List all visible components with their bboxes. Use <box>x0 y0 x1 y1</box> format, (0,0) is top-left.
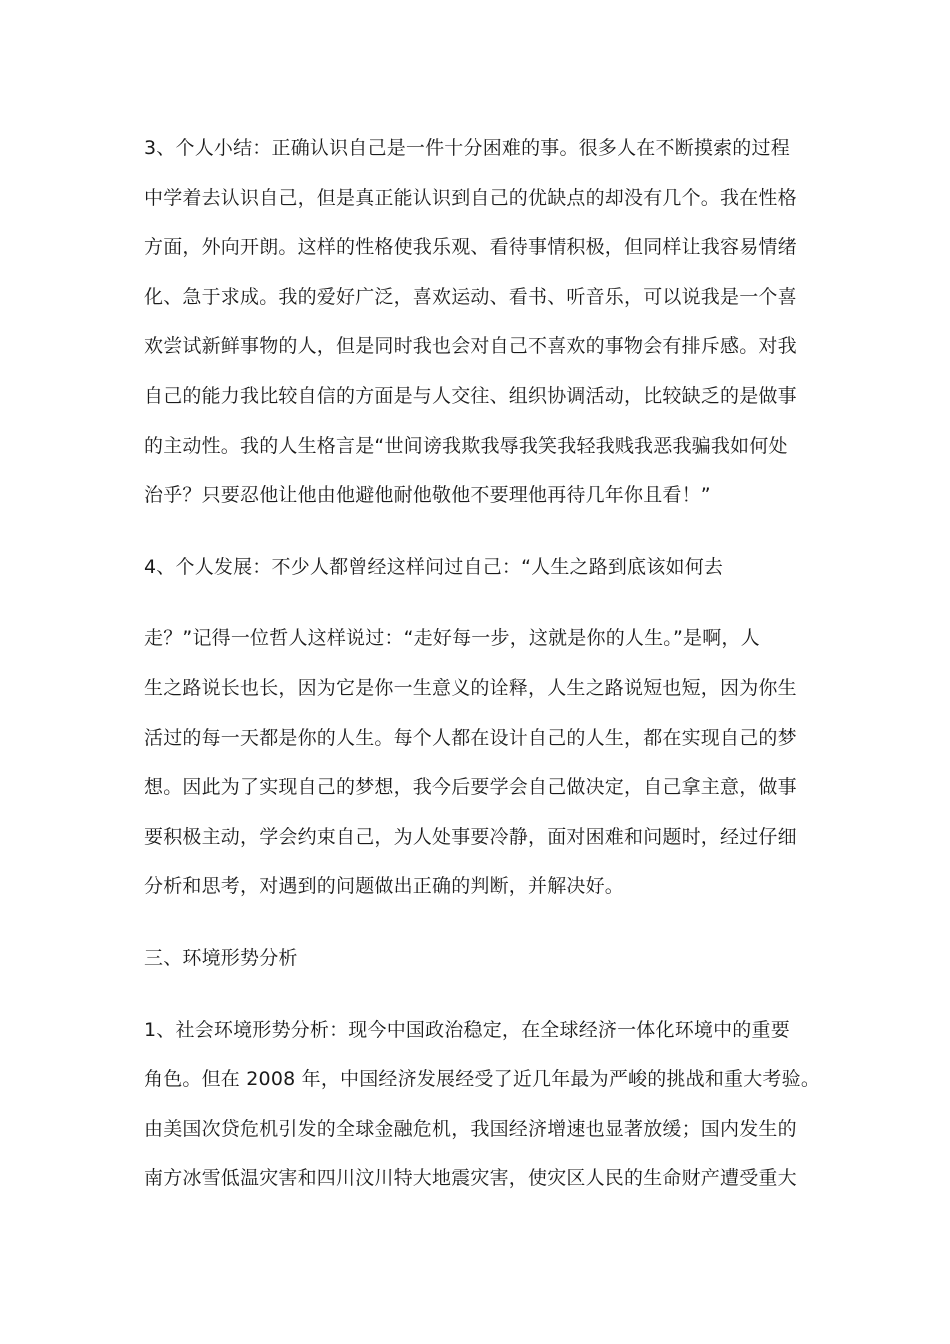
text-line: 活过的每一天都是你的人生。每个人都在设计自己的人生，都在实现自己的梦 <box>144 726 797 749</box>
text-line: 1、社会环境形势分析：现今中国政治稳定，在全球经济一体化环境中的重要 <box>144 1018 790 1041</box>
text-line: 走？”记得一位哲人这样说过：“走好每一步，这就是你的人生。”是啊，人 <box>144 627 760 650</box>
document-body <box>144 124 821 1204</box>
text-line: 想。因此为了实现自己的梦想，我今后要学会自己做决定，自己拿主意，做事 <box>144 776 797 799</box>
text-line: 治乎？只要忍他让他由他避他耐他敬他不要理他再待几年你且看！” <box>144 484 711 507</box>
text-line: 分析和思考，对遇到的问题做出正确的判断，并解决好。 <box>144 875 625 898</box>
text-line: 由美国次贷危机引发的全球金融危机，我国经济增速也显著放缓；国内发生的 <box>144 1117 797 1140</box>
paragraph-social-environment <box>144 1006 821 1204</box>
text-line: 南方冰雪低温灾害和四川汶川特大地震灾害，使灾区人民的生命财产遭受重大 <box>144 1167 797 1190</box>
text-line: 的主动性。我的人生格言是“世间谤我欺我辱我笑我轻我贱我恶我骗我如何处 <box>144 434 788 457</box>
text-line: 生之路说长也长，因为它是你一生意义的诠释，人生之路说短也短，因为你生 <box>144 676 797 699</box>
text-line: 方面，外向开朗。这样的性格使我乐观、看待事情积极，但同样让我容易情绪 <box>144 236 797 259</box>
text-line: 3、个人小结：正确认识自己是一件十分困难的事。很多人在不断摸索的过程 <box>144 137 790 159</box>
text-line: 要积极主动，学会约束自己，为人处事要冷静，面对困难和问题时，经过仔细 <box>144 825 797 848</box>
paragraph-personal-summary <box>144 124 809 521</box>
section-heading: 三、环境形势分析 <box>144 946 298 969</box>
text-line: 化、急于求成。我的爱好广泛，喜欢运动、看书、听音乐，可以说我是一个喜 <box>144 285 797 308</box>
text-line: 欢尝试新鲜事物的人，但是同时我也会对自己不喜欢的事物会有排斥感。对我 <box>144 335 797 358</box>
text-line: 中学着去认识自己，但是真正能认识到自己的优缺点的却没有几个。我在性格 <box>144 186 797 209</box>
paragraph-personal-development <box>144 614 809 912</box>
text-line: 角色。但在 2008 年，中国经济发展经受了近几年最为严峻的挑战和重大考验。 <box>144 1068 821 1091</box>
text-line: 自己的能力我比较自信的方面是与人交往、组织协调活动，比较缺乏的是做事 <box>144 384 797 407</box>
paragraph-personal-development-intro: 4、个人发展：不少人都曾经这样问过自己：“人生之路到底该如何去 <box>144 555 724 578</box>
